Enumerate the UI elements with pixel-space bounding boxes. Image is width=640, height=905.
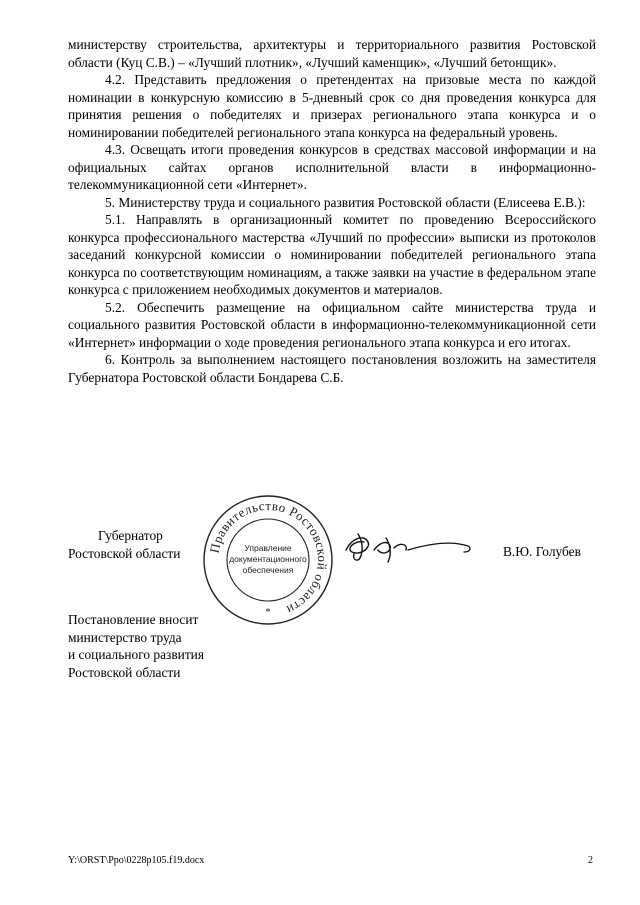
paragraph-5: 5. Министерству труда и социального развития Ростовской области (Елисеева Е.В.): — [105, 194, 586, 210]
paragraph-4-2: 4.2. Представить предложения о претендентах на призовые места по каждой номинации в конкурсную комиссию в 5-дневный срок со дня проведения конкурса для принятия решения о победителях и призерах регионального этапа конкурса и о номинировании победителей регионального этапа конкурса на федеральный уровень. — [68, 72, 596, 140]
page-number: 2 — [588, 855, 593, 866]
seal-star: * — [265, 607, 271, 618]
official-seal-stamp — [201, 493, 335, 627]
paragraph-4-3: 4.3. Освещать итоги проведения конкурсов в средствах массовой информации и на официальных сайтах органов исполнительной власти в информационно-телекоммуникационной сети «Интернет». — [68, 142, 596, 192]
paragraph-5-2: 5.2. Обеспечить размещение на официальном сайте министерства труда и социального развития Ростовской области в информационно-телекоммуникационной сети «Интернет» информации о ходе проведения регионального этапа конкурса и его итогах. — [68, 299, 596, 350]
seal-center-line-1: Управление — [244, 543, 292, 553]
seal-center-line-3: обеспечения — [242, 565, 294, 575]
seal-ring-text: Правительство Ростовской области — [206, 497, 331, 618]
paragraph-continuation: министерству строительства, архитектуры и территориального развития Ростовской области (Куц С.В.) – «Лучший плотник», «Лучший каменщик», «Лучший бетонщик». — [68, 37, 596, 70]
paragraph-6: 6. Контроль за выполнением настоящего постановления возложить на заместителя Губернатора Ростовской области Бондарева С.Б. — [68, 352, 596, 385]
note-line-4: Ростовской области — [68, 664, 181, 680]
seal-center-line-2: документационного — [229, 554, 307, 564]
note-line-3: и социального развития — [68, 647, 204, 662]
signatory-title-line-1: Губернатор — [98, 528, 163, 543]
note-line-2: министерство труда — [68, 629, 182, 645]
file-path-footer: Y:\ORST\Ppo\0228p105.f19.docx — [68, 855, 205, 866]
submitted-by-note — [68, 611, 268, 681]
handwritten-signature — [338, 520, 478, 570]
signatory-name: В.Ю. Голубев — [503, 544, 581, 559]
paragraph-5-1: 5.1. Направлять в организационный комитет по проведению Всероссийского конкурса профессионального мастерства «Лучший по профессии» выписки из протоколов заседаний конкурсной комиссии о номинировании победителей регионального этапа конкурса по соответствующим номинациям, а также заявки на участие в федеральном этапе конкурса с приложением необходимых документов и материалов. — [68, 212, 596, 297]
document-body — [68, 36, 596, 386]
signatory-title-line-2: Ростовской области — [68, 545, 181, 561]
note-line-1: Постановление вносит — [68, 612, 199, 627]
